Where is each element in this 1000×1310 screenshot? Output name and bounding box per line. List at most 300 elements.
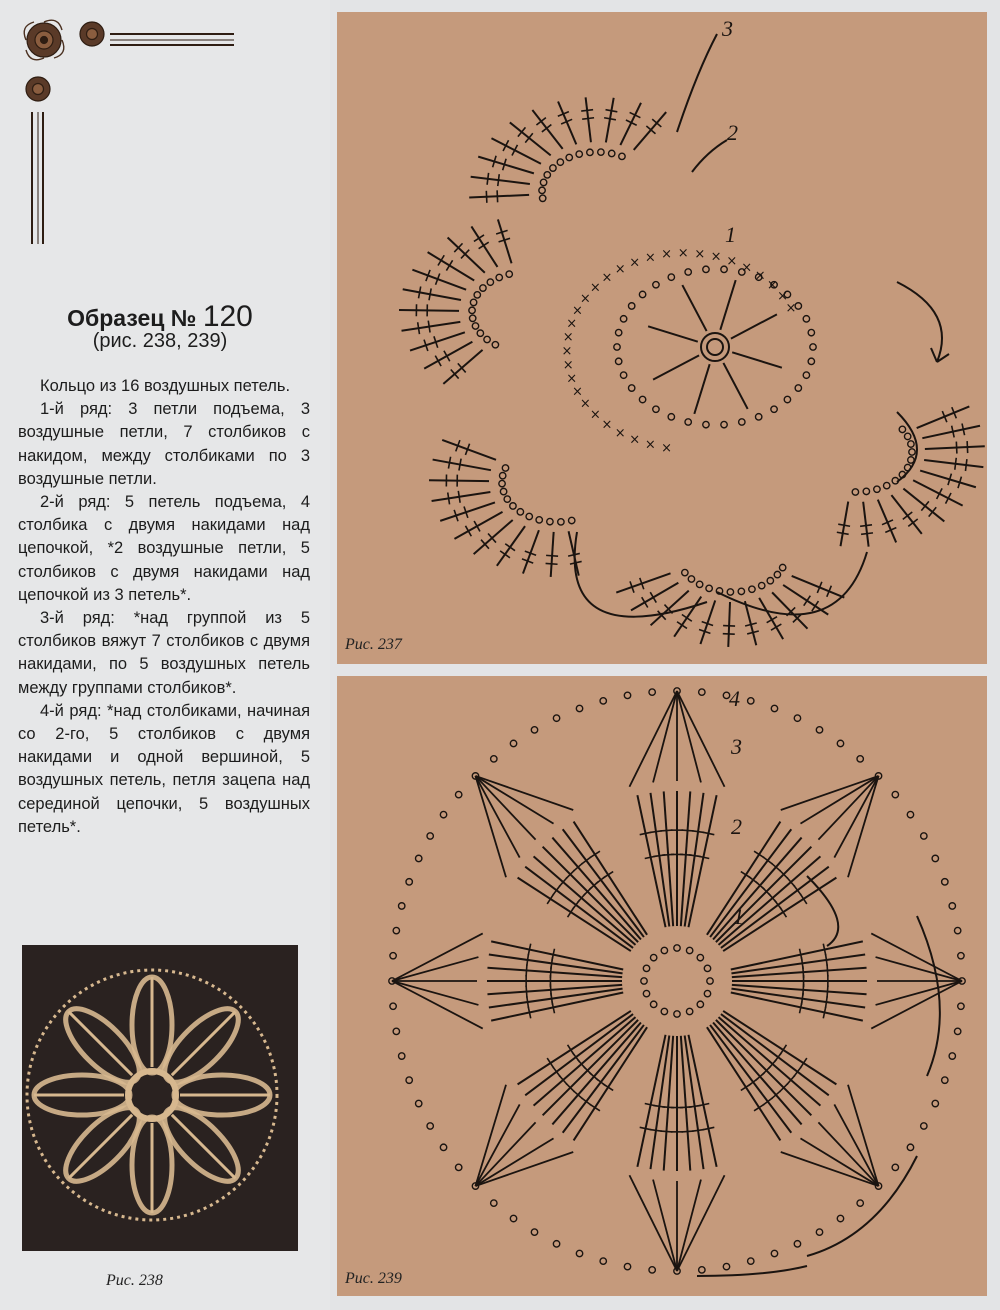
chain-stitch-icon bbox=[502, 465, 508, 471]
treble-stitch-icon bbox=[410, 332, 465, 350]
chain-stitch-icon bbox=[587, 149, 593, 155]
treble-tick-icon bbox=[754, 851, 764, 858]
chain-stitch-icon bbox=[544, 172, 550, 178]
chain-stitch-icon bbox=[837, 1215, 843, 1221]
figure-239-caption: Рис. 239 bbox=[345, 1270, 402, 1287]
chain-stitch-icon bbox=[674, 945, 680, 951]
chain-stitch-icon bbox=[668, 414, 674, 420]
treble-tick-icon bbox=[794, 885, 801, 895]
chain-stitch-icon bbox=[526, 513, 532, 519]
treble-tick-icon bbox=[692, 1130, 704, 1132]
chain-stitch-icon bbox=[576, 151, 582, 157]
single-crochet-icon: × bbox=[726, 254, 738, 270]
treble-stitch-icon bbox=[634, 112, 666, 150]
treble-stitch-icon bbox=[732, 352, 782, 367]
treble-tick-icon bbox=[780, 907, 787, 917]
tip-treble-icon bbox=[629, 1175, 677, 1271]
chain-stitch-icon bbox=[506, 271, 512, 277]
chain-stitch-icon bbox=[643, 990, 649, 996]
treble-stitch-icon bbox=[732, 968, 867, 977]
tip-treble-icon bbox=[653, 691, 677, 782]
sample-title bbox=[20, 300, 300, 334]
row-number-label: 3 bbox=[731, 734, 742, 759]
chain-stitch-icon bbox=[699, 1267, 705, 1273]
chain-stitch-icon bbox=[491, 756, 497, 762]
treble-stitch-icon bbox=[518, 878, 631, 951]
chain-stitch-icon bbox=[650, 954, 656, 960]
chain-stitch-icon bbox=[499, 472, 505, 478]
single-crochet-icon: × bbox=[661, 247, 672, 263]
treble-tick-icon bbox=[812, 601, 819, 611]
treble-tick-icon bbox=[861, 533, 873, 534]
treble-tick-icon bbox=[448, 492, 450, 504]
treble-tick-icon bbox=[547, 894, 554, 904]
single-crochet-icon: × bbox=[754, 268, 766, 284]
chain-stitch-icon bbox=[491, 1200, 497, 1206]
chain-stitch-icon bbox=[884, 482, 890, 488]
treble-stitch-icon bbox=[525, 1014, 633, 1095]
chain-stitch-icon bbox=[619, 153, 625, 159]
treble-tick-icon bbox=[474, 235, 484, 241]
chain-stitch-icon bbox=[857, 756, 863, 762]
chain-stitch-icon bbox=[539, 195, 545, 201]
chain-stitch-icon bbox=[566, 154, 572, 160]
treble-tick-icon bbox=[581, 110, 593, 111]
treble-tick-icon bbox=[497, 190, 498, 202]
chain-stitch-icon bbox=[620, 316, 626, 322]
chain-stitch-icon bbox=[907, 1144, 913, 1150]
row-number-label: 2 bbox=[727, 120, 738, 145]
treble-stitch-icon bbox=[694, 364, 709, 414]
chain-stitch-icon bbox=[553, 715, 559, 721]
doily-spoke bbox=[69, 1115, 133, 1179]
treble-stitch-icon bbox=[710, 1025, 791, 1133]
chain-stitch-icon bbox=[784, 396, 790, 402]
chain-stitch-icon bbox=[949, 1053, 955, 1059]
treble-tick-icon bbox=[650, 831, 662, 833]
chain-stitch-icon bbox=[517, 509, 523, 515]
treble-tick-icon bbox=[500, 551, 510, 558]
treble-tick-icon bbox=[419, 286, 421, 298]
text-column bbox=[0, 0, 330, 1310]
tip-treble-icon bbox=[392, 981, 483, 1029]
chain-stitch-icon bbox=[653, 282, 659, 288]
chain-stitch-icon bbox=[863, 488, 869, 494]
chain-stitch-icon bbox=[774, 571, 780, 577]
chain-stitch-icon bbox=[686, 947, 692, 953]
tip-treble-icon bbox=[392, 957, 478, 981]
chain-stitch-icon bbox=[808, 358, 814, 364]
single-crochet-icon: × bbox=[694, 246, 706, 262]
single-crochet-icon: × bbox=[614, 425, 626, 441]
doily-spoke bbox=[172, 1115, 236, 1179]
treble-stitch-icon bbox=[720, 280, 735, 330]
treble-tick-icon bbox=[546, 555, 558, 556]
chain-stitch-icon bbox=[393, 1028, 399, 1034]
chain-stitch-icon bbox=[738, 588, 744, 594]
chain-stitch-icon bbox=[908, 441, 914, 447]
chain-stitch-icon bbox=[531, 727, 537, 733]
chain-stitch-icon bbox=[771, 406, 777, 412]
tip-treble-icon bbox=[392, 981, 478, 1005]
chain-stitch-icon bbox=[932, 1100, 938, 1106]
chain-stitch-icon bbox=[727, 589, 733, 595]
treble-stitch-icon bbox=[563, 1025, 644, 1133]
treble-stitch-icon bbox=[429, 480, 489, 481]
treble-stitch-icon bbox=[574, 822, 647, 935]
treble-stitch-icon bbox=[716, 847, 811, 942]
chain-stitch-icon bbox=[837, 740, 843, 746]
chain-stitch-icon bbox=[609, 150, 615, 156]
chain-stitch-icon bbox=[704, 965, 710, 971]
treble-tick-icon bbox=[446, 260, 452, 270]
chain-stitch-icon bbox=[474, 292, 480, 298]
treble-stitch-icon bbox=[688, 1035, 716, 1167]
chain-stitch-icon bbox=[942, 1077, 948, 1083]
treble-stitch-icon bbox=[650, 793, 669, 927]
treble-stitch-icon bbox=[402, 322, 461, 331]
treble-tick-icon bbox=[677, 622, 687, 629]
treble-tick-icon bbox=[955, 458, 956, 470]
treble-tick-icon bbox=[526, 986, 527, 998]
treble-tick-icon bbox=[428, 321, 430, 333]
treble-tick-icon bbox=[660, 830, 672, 831]
chain-stitch-icon bbox=[477, 330, 483, 336]
treble-tick-icon bbox=[794, 1067, 801, 1077]
treble-stitch-icon bbox=[525, 867, 633, 948]
treble-stitch-icon bbox=[606, 98, 614, 143]
chain-stitch-icon bbox=[892, 791, 898, 797]
chain-stitch-icon bbox=[921, 1123, 927, 1129]
treble-tick-icon bbox=[429, 288, 431, 300]
single-crochet-icon: × bbox=[629, 255, 641, 271]
chain-stitch-icon bbox=[704, 990, 710, 996]
treble-tick-icon bbox=[581, 1098, 591, 1105]
treble-stitch-icon bbox=[922, 426, 980, 438]
magic-ring-icon bbox=[701, 333, 729, 361]
single-crochet-icon: × bbox=[766, 278, 778, 294]
treble-stitch-icon bbox=[731, 314, 777, 338]
single-crochet-icon: × bbox=[710, 249, 722, 265]
chain-stitch-icon bbox=[615, 329, 621, 335]
treble-stitch-icon bbox=[731, 989, 865, 1008]
single-crochet-icon: × bbox=[562, 330, 574, 346]
single-crochet-icon: × bbox=[579, 396, 591, 412]
treble-tick-icon bbox=[763, 857, 773, 864]
treble-stitch-icon bbox=[792, 576, 845, 598]
single-crochet-icon: × bbox=[601, 270, 613, 286]
chain-stitch-icon bbox=[492, 342, 498, 348]
chain-stitch-icon bbox=[643, 965, 649, 971]
chain-stitch-icon bbox=[907, 811, 913, 817]
tip-treble-icon bbox=[876, 957, 962, 981]
single-crochet-icon: × bbox=[644, 250, 656, 266]
treble-stitch-icon bbox=[759, 598, 783, 639]
treble-tick-icon bbox=[682, 1131, 694, 1132]
treble-tick-icon bbox=[682, 830, 694, 831]
treble-stitch-icon bbox=[489, 989, 623, 1008]
treble-stitch-icon bbox=[731, 954, 865, 973]
row-number-label: 1 bbox=[725, 222, 736, 247]
chain-stitch-icon bbox=[909, 449, 915, 455]
chain-stitch-icon bbox=[874, 486, 880, 492]
treble-tick-icon bbox=[606, 110, 618, 112]
treble-tick-icon bbox=[459, 459, 461, 471]
single-crochet-icon: × bbox=[579, 291, 591, 307]
chain-stitch-icon bbox=[697, 1001, 703, 1007]
chain-stitch-icon bbox=[852, 489, 858, 495]
treble-stitch-icon bbox=[551, 532, 554, 577]
chain-stitch-icon bbox=[892, 1164, 898, 1170]
treble-stitch-icon bbox=[471, 226, 497, 267]
treble-tick-icon bbox=[965, 459, 966, 471]
chain-stitch-icon bbox=[696, 581, 702, 587]
treble-tick-icon bbox=[692, 831, 704, 833]
chain-stitch-icon bbox=[624, 1263, 630, 1269]
treble-tick-icon bbox=[582, 118, 594, 119]
chain-stitch-icon bbox=[600, 698, 606, 704]
tip-treble-icon bbox=[871, 981, 962, 1029]
treble-stitch-icon bbox=[432, 492, 491, 501]
treble-stitch-icon bbox=[653, 355, 699, 379]
chain-stitch-icon bbox=[455, 1164, 461, 1170]
treble-tick-icon bbox=[642, 597, 648, 607]
chain-stitch-icon bbox=[816, 727, 822, 733]
chain-stitch-icon bbox=[795, 385, 801, 391]
treble-stitch-icon bbox=[731, 941, 863, 969]
chain-stitch-icon bbox=[803, 316, 809, 322]
doily-photo bbox=[22, 945, 298, 1251]
treble-stitch-icon bbox=[685, 1035, 704, 1169]
treble-tick-icon bbox=[767, 617, 777, 623]
tip-treble-icon bbox=[677, 1180, 701, 1271]
treble-tick-icon bbox=[604, 118, 616, 120]
chain-stitch-icon bbox=[649, 689, 655, 695]
treble-stitch-icon bbox=[433, 460, 491, 471]
direction-arrow-icon bbox=[692, 140, 727, 172]
treble-stitch-icon bbox=[925, 446, 985, 449]
chain-stitch-icon bbox=[703, 266, 709, 272]
single-crochet-icon: × bbox=[562, 357, 574, 373]
treble-tick-icon bbox=[474, 521, 480, 531]
direction-arrow-icon bbox=[897, 282, 949, 362]
treble-stitch-icon bbox=[924, 460, 983, 467]
treble-stitch-icon bbox=[841, 502, 849, 547]
treble-stitch-icon bbox=[543, 847, 638, 942]
chain-stitch-icon bbox=[540, 179, 546, 185]
chain-stitch-icon bbox=[500, 488, 506, 494]
figure-237-chart bbox=[337, 12, 987, 664]
chain-stitch-icon bbox=[600, 1258, 606, 1264]
treble-stitch-icon bbox=[616, 573, 670, 592]
treble-stitch-icon bbox=[440, 502, 495, 520]
row-number-label: 1 bbox=[733, 904, 744, 929]
chain-stitch-icon bbox=[536, 517, 542, 523]
treble-tick-icon bbox=[838, 524, 850, 526]
single-crochet-icon: × bbox=[661, 440, 672, 456]
chain-stitch-icon bbox=[779, 564, 785, 570]
single-crochet-icon: × bbox=[644, 437, 656, 453]
chain-stitch-icon bbox=[427, 1123, 433, 1129]
treble-stitch-icon bbox=[558, 102, 576, 145]
chain-stitch-icon bbox=[614, 344, 620, 350]
chain-stitch-icon bbox=[771, 1250, 777, 1256]
chain-stitch-icon bbox=[615, 358, 621, 364]
chain-stitch-icon bbox=[416, 1100, 422, 1106]
chain-stitch-icon bbox=[639, 396, 645, 402]
treble-stitch-icon bbox=[863, 502, 868, 547]
chain-stitch-icon bbox=[686, 1008, 692, 1014]
treble-tick-icon bbox=[536, 118, 545, 125]
treble-stitch-icon bbox=[917, 406, 970, 428]
direction-arrow-icon bbox=[697, 1266, 807, 1276]
chain-stitch-icon bbox=[942, 879, 948, 885]
treble-stitch-icon bbox=[728, 602, 730, 647]
instruction-paragraph: 2-й ряд: 5 петель подъема, 4 столбика с двумя накидами над цепочкой, *2 воздушные петли, 5 столбиков с двумя накидами над цепочкой из 3 петель*. bbox=[18, 493, 310, 604]
treble-stitch-icon bbox=[716, 1020, 811, 1115]
corner-ornament-icon bbox=[12, 12, 242, 252]
row-number-label: 2 bbox=[731, 814, 742, 839]
treble-tick-icon bbox=[860, 525, 872, 526]
magic-ring-icon bbox=[707, 339, 723, 355]
chain-stitch-icon bbox=[810, 344, 816, 350]
treble-tick-icon bbox=[967, 441, 968, 453]
chain-stitch-icon bbox=[510, 1215, 516, 1221]
treble-tick-icon bbox=[418, 322, 420, 334]
treble-tick-icon bbox=[568, 1045, 575, 1055]
instructions bbox=[18, 375, 310, 839]
treble-tick-icon bbox=[542, 125, 551, 132]
treble-tick-icon bbox=[903, 512, 912, 519]
treble-stitch-icon bbox=[487, 985, 622, 994]
treble-tick-icon bbox=[800, 894, 807, 904]
treble-stitch-icon bbox=[469, 195, 529, 198]
chain-stitch-icon bbox=[954, 1028, 960, 1034]
chain-stitch-icon bbox=[641, 978, 647, 984]
tip-treble-icon bbox=[876, 981, 962, 1005]
chain-stitch-icon bbox=[688, 576, 694, 582]
treble-stitch-icon bbox=[497, 526, 525, 566]
treble-tick-icon bbox=[650, 592, 656, 602]
chain-stitch-icon bbox=[480, 285, 486, 291]
chain-stitch-icon bbox=[748, 1258, 754, 1264]
chain-stitch-icon bbox=[697, 954, 703, 960]
treble-tick-icon bbox=[603, 872, 613, 879]
chain-stitch-icon bbox=[406, 879, 412, 885]
treble-stitch-icon bbox=[648, 326, 698, 341]
treble-tick-icon bbox=[771, 624, 781, 630]
treble-tick-icon bbox=[498, 174, 499, 186]
treble-tick-icon bbox=[826, 954, 828, 966]
chain-stitch-icon bbox=[553, 1241, 559, 1247]
chain-stitch-icon bbox=[557, 159, 563, 165]
sample-number: 120 bbox=[202, 300, 253, 333]
chain-stitch-icon bbox=[921, 833, 927, 839]
instruction-paragraph: Кольцо из 16 воздушных петель. bbox=[40, 377, 291, 395]
tip-treble-icon bbox=[653, 1180, 677, 1271]
single-crochet-icon: × bbox=[629, 432, 641, 448]
treble-stitch-icon bbox=[491, 941, 623, 969]
treble-stitch-icon bbox=[543, 1020, 638, 1115]
treble-stitch-icon bbox=[723, 363, 747, 409]
treble-stitch-icon bbox=[685, 793, 704, 927]
chain-stitch-icon bbox=[496, 274, 502, 280]
treble-tick-icon bbox=[527, 996, 529, 1008]
doily-center bbox=[128, 1071, 176, 1119]
single-crochet-icon: × bbox=[677, 246, 689, 262]
treble-tick-icon bbox=[660, 1131, 672, 1132]
chain-stitch-icon bbox=[416, 855, 422, 861]
single-crochet-icon: × bbox=[572, 384, 583, 400]
treble-tick-icon bbox=[487, 173, 488, 185]
instruction-paragraph: 4-й ряд: *над столбиками, начиная со 2-го, 5 столбиков с двумя накидами и одной вершиной, 5 воздушных петель, петля зацепа над серединой цепочки, 5 воздушных петель*. bbox=[18, 701, 310, 836]
treble-stitch-icon bbox=[471, 177, 530, 184]
chain-stitch-icon bbox=[706, 585, 712, 591]
treble-tick-icon bbox=[590, 1104, 600, 1111]
treble-stitch-icon bbox=[574, 1027, 647, 1140]
chain-stitch-icon bbox=[504, 496, 510, 502]
treble-tick-icon bbox=[837, 532, 849, 534]
treble-stitch-icon bbox=[637, 1035, 665, 1167]
tip-treble-icon bbox=[392, 933, 483, 981]
treble-stitch-icon bbox=[489, 954, 623, 973]
treble-tick-icon bbox=[486, 191, 487, 203]
chain-stitch-icon bbox=[699, 689, 705, 695]
chain-stitch-icon bbox=[390, 1003, 396, 1009]
doily-spoke bbox=[69, 1012, 133, 1076]
single-crochet-icon: × bbox=[741, 260, 753, 276]
treble-tick-icon bbox=[465, 526, 471, 536]
chain-stitch-icon bbox=[650, 1001, 656, 1007]
chain-stitch-icon bbox=[620, 372, 626, 378]
chain-stitch-icon bbox=[749, 586, 755, 592]
tip-treble-icon bbox=[677, 691, 701, 782]
chain-stitch-icon bbox=[393, 927, 399, 933]
treble-tick-icon bbox=[908, 519, 917, 526]
treble-stitch-icon bbox=[518, 1011, 631, 1084]
chain-stitch-icon bbox=[470, 299, 476, 305]
chain-stitch-icon bbox=[958, 953, 964, 959]
figure-239-chart bbox=[337, 676, 987, 1296]
treble-stitch-icon bbox=[637, 795, 665, 927]
chain-stitch-icon bbox=[685, 269, 691, 275]
chain-stitch-icon bbox=[469, 307, 475, 313]
chain-stitch-icon bbox=[739, 419, 745, 425]
treble-tick-icon bbox=[547, 1058, 554, 1068]
chain-stitch-icon bbox=[576, 1250, 582, 1256]
chain-stitch-icon bbox=[808, 329, 814, 335]
chain-stitch-icon bbox=[949, 903, 955, 909]
treble-stitch-icon bbox=[487, 968, 622, 977]
chain-stitch-icon bbox=[624, 692, 630, 698]
chain-stitch-icon bbox=[469, 315, 475, 321]
treble-tick-icon bbox=[581, 857, 591, 864]
chain-stitch-icon bbox=[547, 518, 553, 524]
treble-stitch-icon bbox=[682, 285, 706, 331]
chain-stitch-icon bbox=[510, 740, 516, 746]
chain-stitch-icon bbox=[598, 149, 604, 155]
chain-stitch-icon bbox=[510, 503, 516, 509]
chain-stitch-icon bbox=[427, 833, 433, 839]
doily-spoke bbox=[172, 1012, 236, 1076]
chain-stitch-icon bbox=[399, 903, 405, 909]
treble-stitch-icon bbox=[681, 791, 690, 926]
treble-tick-icon bbox=[763, 1098, 773, 1105]
chain-stitch-icon bbox=[794, 1241, 800, 1247]
chain-stitch-icon bbox=[539, 187, 545, 193]
single-crochet-icon: × bbox=[589, 280, 601, 296]
chain-stitch-icon bbox=[661, 947, 667, 953]
